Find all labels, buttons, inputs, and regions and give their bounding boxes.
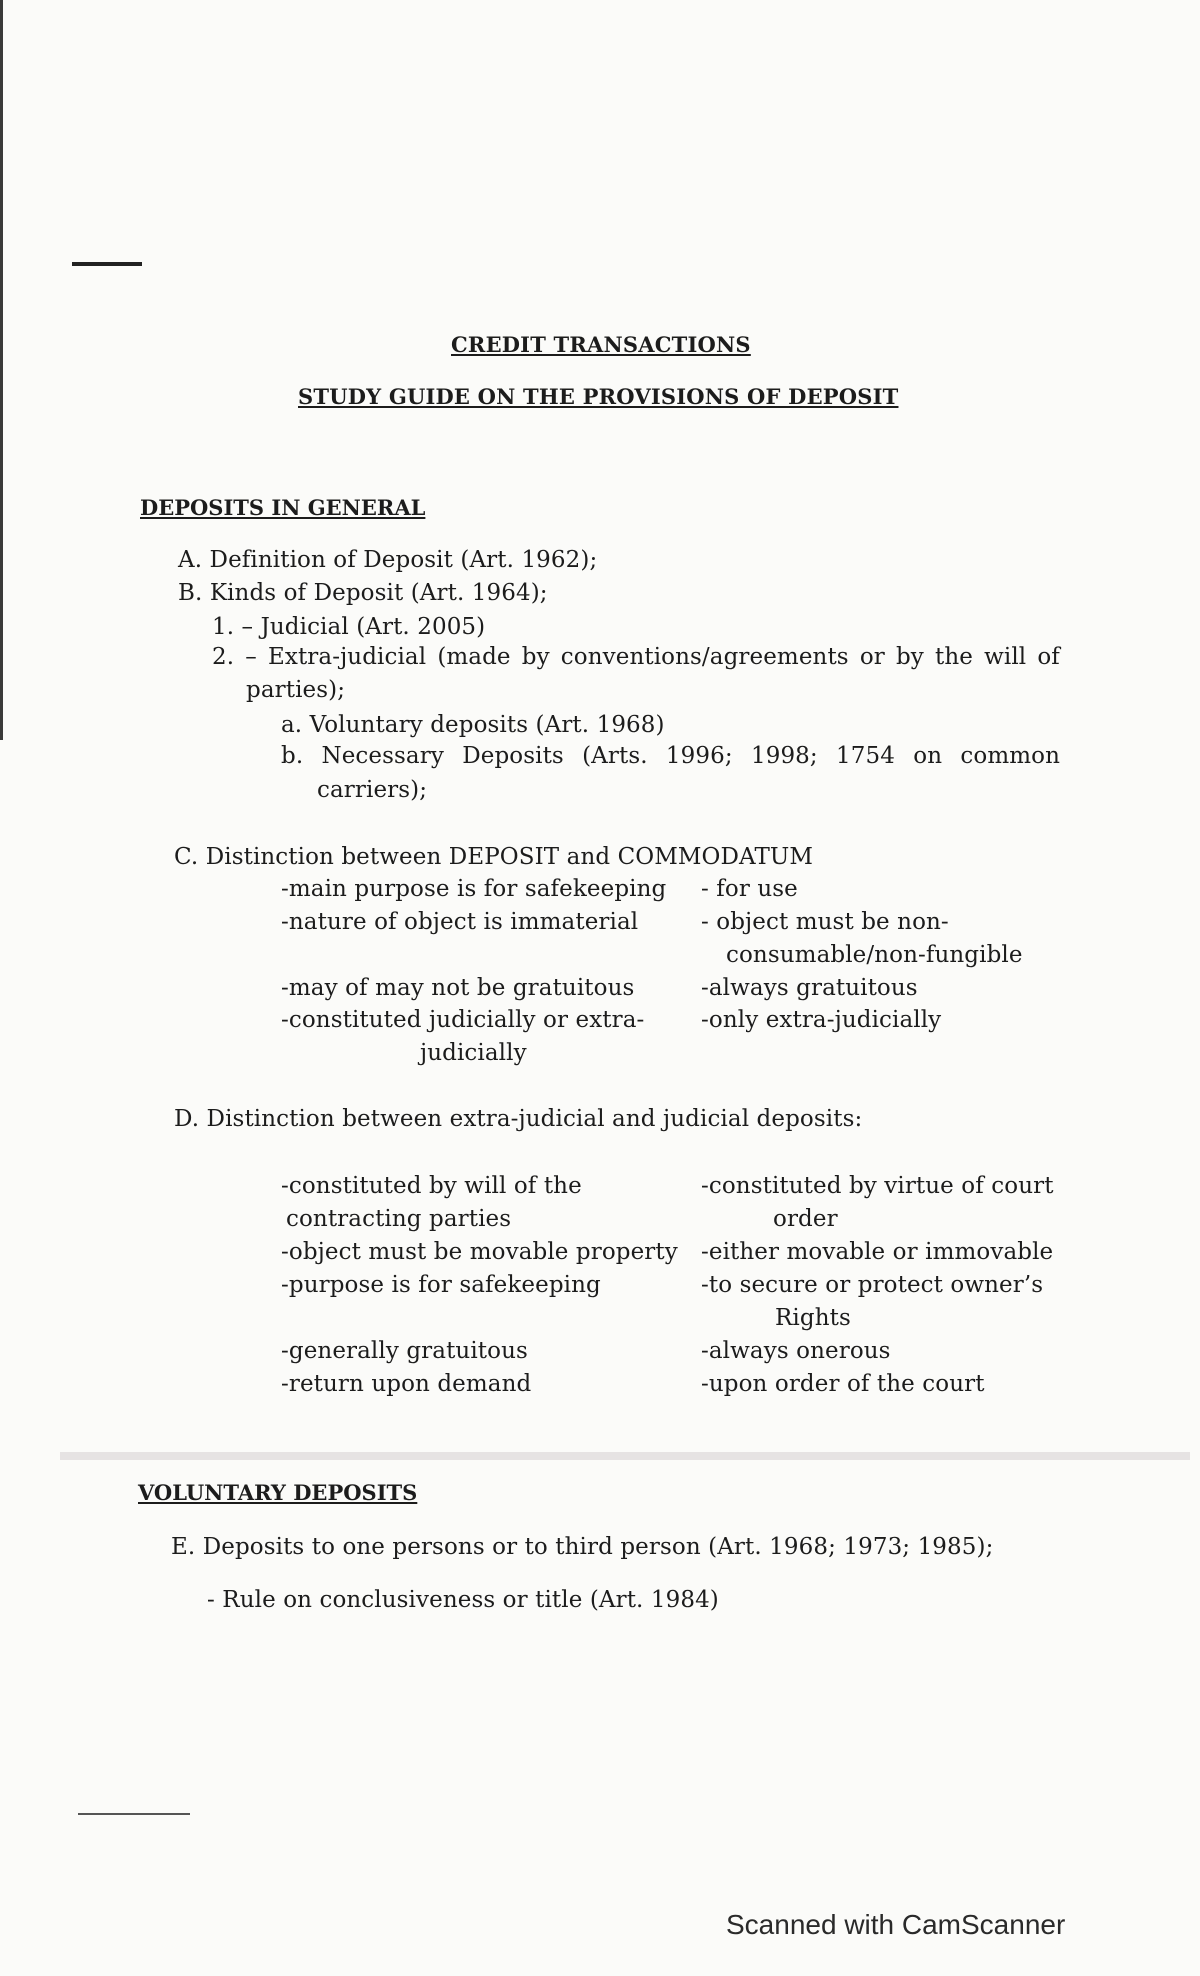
d-right-0: -constituted by virtue of court xyxy=(701,1173,1054,1199)
word: common xyxy=(960,743,1060,769)
c-left-3: -constituted judicially or extra- xyxy=(281,1007,645,1033)
section-heading-voluntary-deposits: VOLUNTARY DEPOSITS xyxy=(138,1480,418,1505)
item-e: E. Deposits to one persons or to third person (Art. 1968; 1973; 1985); xyxy=(171,1534,994,1560)
word: will xyxy=(984,644,1027,670)
section-heading-deposits-in-general: DEPOSITS IN GENERAL xyxy=(140,495,426,520)
item-c: C. Distinction between DEPOSIT and COMMODATUM xyxy=(174,844,814,870)
word: by xyxy=(895,644,924,670)
word: – xyxy=(245,644,257,670)
item-b: B. Kinds of Deposit (Art. 1964); xyxy=(178,580,548,606)
c-left-4: judicially xyxy=(420,1040,527,1066)
c-right-3: -always gratuitous xyxy=(701,975,918,1001)
c-right-4: -only extra-judicially xyxy=(701,1007,942,1033)
item-b2b-line2: carriers); xyxy=(317,777,428,803)
document-subtitle: STUDY GUIDE ON THE PROVISIONS OF DEPOSIT xyxy=(298,384,899,409)
d-right-3: -to secure or protect owner’s xyxy=(701,1272,1044,1298)
item-b2b-line1 xyxy=(281,743,1060,769)
c-left-0: -main purpose is for safekeeping xyxy=(281,876,667,902)
word: of xyxy=(1037,644,1060,670)
d-left-1: contracting parties xyxy=(286,1206,512,1232)
word: the xyxy=(935,644,973,670)
word: conventions/agreements xyxy=(560,644,849,670)
footnote-rule xyxy=(78,1813,190,1815)
d-right-2: -either movable or immovable xyxy=(701,1239,1054,1265)
word: 1996; xyxy=(665,743,733,769)
d-right-1: order xyxy=(773,1206,838,1232)
word: 1998; xyxy=(750,743,818,769)
item-b1: 1. – Judicial (Art. 2005) xyxy=(212,614,486,640)
pen-dash-mark xyxy=(72,262,142,266)
word: (made xyxy=(437,644,511,670)
word: Necessary xyxy=(321,743,444,769)
item-d: D. Distinction between extra-judicial and judicial deposits: xyxy=(174,1106,863,1132)
word: 1754 xyxy=(836,743,895,769)
word: by xyxy=(521,644,550,670)
d-left-2: -object must be movable property xyxy=(281,1239,678,1265)
item-b2-line2: parties); xyxy=(246,677,346,703)
item-b2a: a. Voluntary deposits (Art. 1968) xyxy=(281,712,665,738)
c-left-1: -nature of object is immaterial xyxy=(281,909,639,935)
d-right-6: -upon order of the court xyxy=(701,1371,985,1397)
d-left-4: -generally gratuitous xyxy=(281,1338,528,1364)
word: (Arts. xyxy=(582,743,648,769)
c-right-0: - for use xyxy=(701,876,798,902)
word: 2. xyxy=(212,644,235,670)
word: Deposits xyxy=(462,743,564,769)
word: or xyxy=(859,644,885,670)
word: on xyxy=(913,743,943,769)
d-right-4: Rights xyxy=(775,1305,851,1331)
item-b2-line1 xyxy=(212,644,1060,670)
d-right-5: -always onerous xyxy=(701,1338,891,1364)
page-edge-shadow xyxy=(0,0,3,740)
d-left-0: -constituted by will of the xyxy=(281,1173,582,1199)
item-e-rule: - Rule on conclusiveness or title (Art. 1984) xyxy=(207,1587,719,1613)
c-left-2: -may of may not be gratuitous xyxy=(281,975,635,1001)
word: b. xyxy=(281,743,304,769)
item-a: A. Definition of Deposit (Art. 1962); xyxy=(178,547,598,573)
c-right-2: consumable/non-fungible xyxy=(726,942,1023,968)
bleed-through-band xyxy=(60,1452,1190,1460)
c-right-1: - object must be non- xyxy=(701,909,949,935)
document-title: CREDIT TRANSACTIONS xyxy=(451,332,751,357)
word: Extra-judicial xyxy=(267,644,427,670)
d-left-5: -return upon demand xyxy=(281,1371,532,1397)
camscanner-watermark: Scanned with CamScanner xyxy=(726,1909,1066,1940)
d-left-3: -purpose is for safekeeping xyxy=(281,1272,601,1298)
